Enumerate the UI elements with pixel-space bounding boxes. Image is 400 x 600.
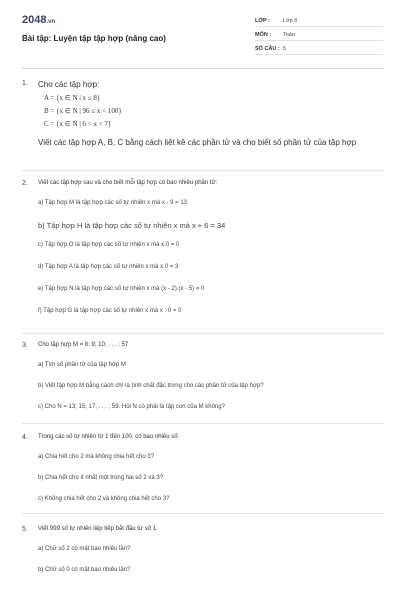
question-separator <box>22 170 384 171</box>
meta-label-count: SỐ CÂU : <box>255 46 280 52</box>
question-3 <box>22 342 382 414</box>
question-text: Viết các tập hợp sau và cho biết mỗi tập hợp có bao nhiêu phần tử: <box>38 180 218 186</box>
question-4 <box>22 434 382 504</box>
list-item: c) Không chia hết cho 2 và không chia hết cho 3? <box>38 496 170 502</box>
question-number: 2. <box>22 180 28 187</box>
question-number: 5. <box>22 526 28 533</box>
set-b: B = {x ∈ N | 96 ≤ x < 100} <box>44 107 122 115</box>
site-logo[interactable] <box>22 14 55 26</box>
question-instruction: Viết các tập hợp A, B, C bằng cách liệt kê các phần tử và cho biết số phần tử của tập hợp <box>38 138 357 147</box>
question-text: Viết 999 số tự nhiên liệp tiếp bắt đầu từ số 1. <box>38 526 158 532</box>
meta-value-class: Lớp 6 <box>283 18 298 24</box>
question-number: 3. <box>22 342 28 349</box>
set-a: A = {x ∈ N | x ≤ 8} <box>44 94 101 102</box>
question-text: Cho các tập hợp: <box>38 80 100 89</box>
list-item: b) Chữ số 0 có mặt bao nhiêu lần? <box>38 567 131 573</box>
question-separator <box>22 333 384 334</box>
question-2 <box>22 180 382 320</box>
meta-label-class: LỚP : <box>255 18 270 24</box>
list-item: b) Tập hợp H là tập hợp các số tự nhiên x mà x + 6 = 34 <box>38 221 226 230</box>
list-item: a) Chữ số 2 có mặt bao nhiêu lần? <box>38 546 131 552</box>
question-1 <box>22 80 382 168</box>
list-item: d) Tập hợp A là tập hợp các số tự nhiên x mà x.0 = 3 <box>38 264 179 270</box>
meta-value-subject: Toán <box>283 32 295 38</box>
logo-main: 2048 <box>22 14 47 26</box>
list-item: a) Tập hợp M là tập hợp các số tự nhiên x mà x - 9 = 13 <box>38 200 188 206</box>
set-c: C = {x ∈ N | 6 < x < 7} <box>44 120 112 128</box>
meta-row-class <box>255 14 383 27</box>
list-item: a) Tìm số phần tử của tập hợp M <box>38 362 126 368</box>
meta-label-subject: MÔN : <box>255 32 272 38</box>
meta-row-subject <box>255 28 383 41</box>
list-item: a) Chia hết cho 2 mà không chia hết cho 3? <box>38 454 155 460</box>
logo-sub: .vn <box>46 19 56 25</box>
header-divider <box>22 68 384 69</box>
worksheet-title: Bài tập: Luyện tập tập hợp (nâng cao) <box>22 34 166 43</box>
question-separator <box>22 513 384 514</box>
list-item: c) Cho N = 13; 15; 17; . . . ; 59. Hỏi N có phải là tập con của M không? <box>38 404 225 410</box>
question-5 <box>22 526 382 576</box>
question-number: 4. <box>22 434 28 441</box>
question-text: Cho tập hợp M = 8; 9; 10; . . . ; 57 <box>38 342 129 348</box>
list-item: c) Tập hợp O là tập hợp các số tự nhiên x mà x.0 = 0 <box>38 242 180 248</box>
question-number: 1. <box>22 80 28 87</box>
question-text: Trong các số tự nhiên từ 1 đến 100, có bao nhiêu số: <box>38 434 180 440</box>
meta-row-count <box>255 42 383 55</box>
list-item: f) Tập hợp G là tập hợp các số tự nhiên x mà x : 0 = 0 <box>38 308 182 314</box>
meta-value-count: 5 <box>283 46 287 52</box>
question-separator <box>22 423 384 424</box>
list-item: b) Chia hết cho ít nhất một trong hai số 2 và 3? <box>38 475 164 481</box>
list-item: e) Tập hợp N là tập hợp các số tự nhiên x mà (x - 2).(x - 5) = 0 <box>38 286 205 292</box>
list-item: b) Viết tập hợp M bằng cách chỉ ra tính chất đặc trưng cho các phần tử của tập hợp? <box>38 383 264 389</box>
worksheet-header <box>0 0 400 68</box>
